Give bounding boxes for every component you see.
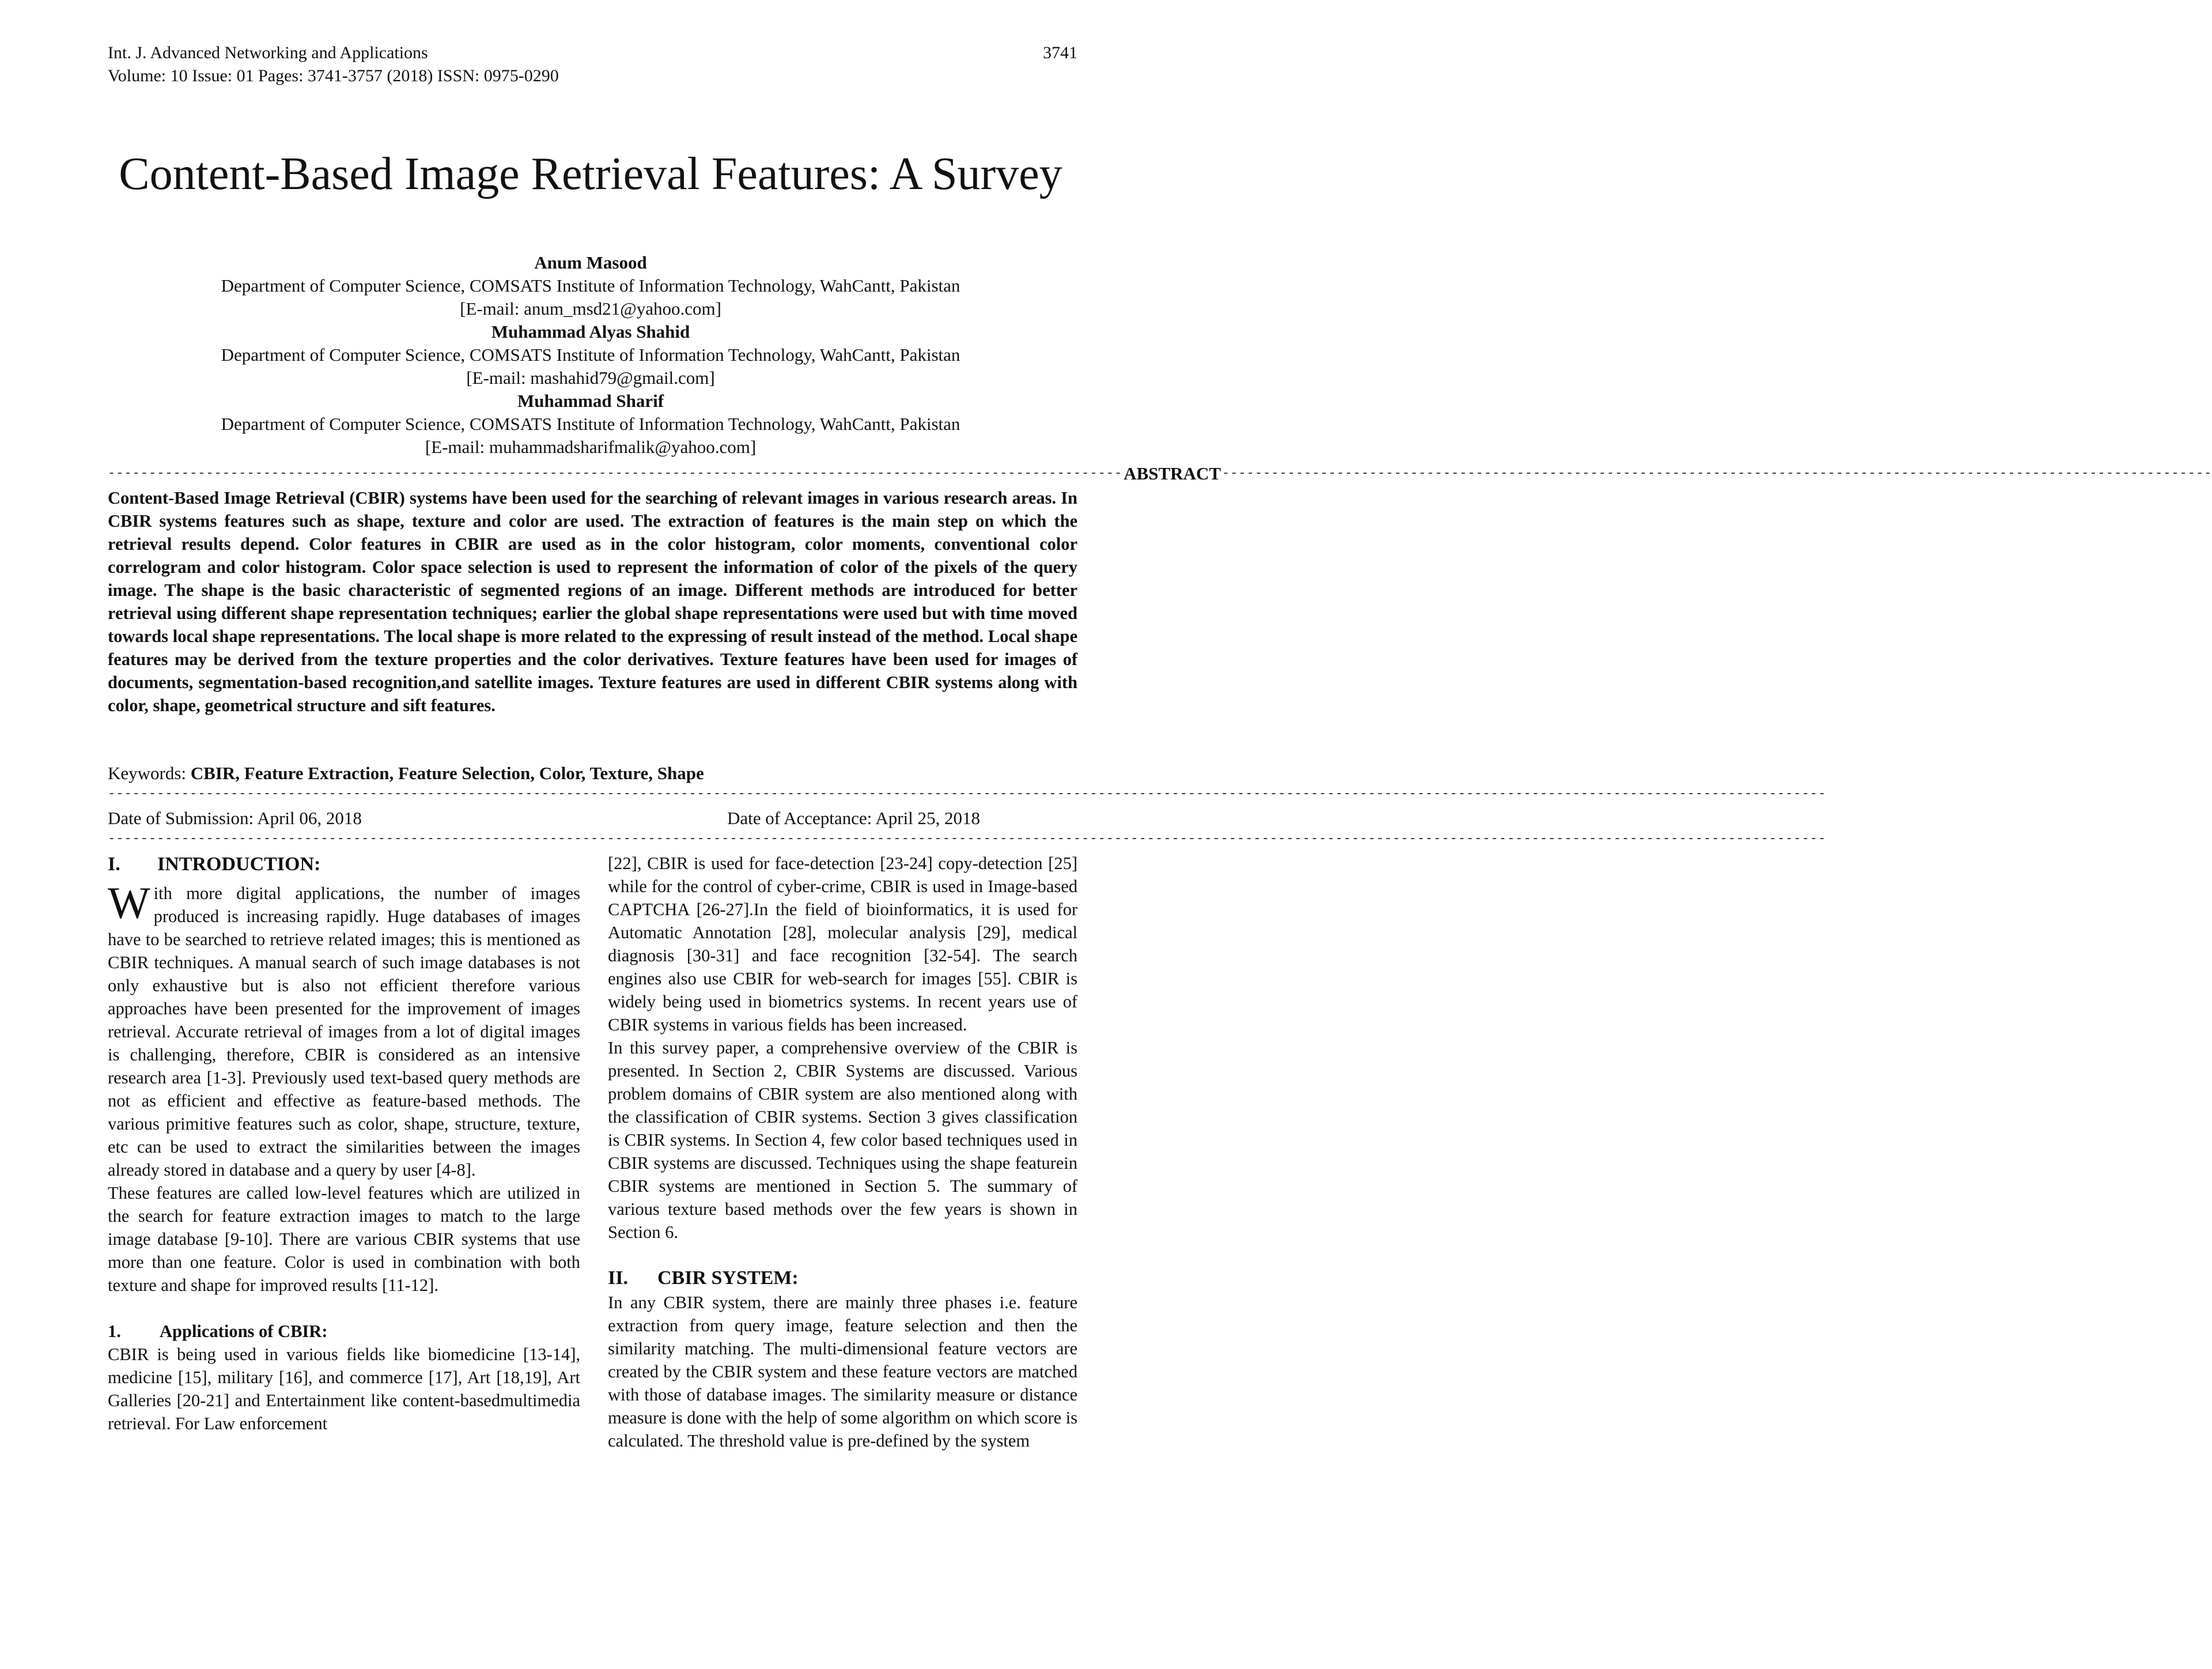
applications-paragraph-2: [22], CBIR is used for face-detection [23-24] copy-detection [25] while for the control of cyber-crime, CBIR is used in Image-based CAPTCHA [26-27].In the field of bioinformatics, it is used for Automatic Annotation [28], molecular analysis [29], medical diagnosis [30-31] and face recognition [32-54]. The search engines also use CBIR for web-search for images [55]. CBIR is widely being used in biometrics systems. In recent years use of CBIR systems in various fields has been increased. xyxy=(608,854,1077,1034)
abstract-heading: ABSTRACT xyxy=(1124,463,1221,484)
author-block xyxy=(86,251,1095,459)
page-number: 3741 xyxy=(1043,43,1077,62)
keywords-list: CBIR, Feature Extraction, Feature Selection, Color, Texture, Shape xyxy=(190,763,704,783)
intro-paragraph-1 xyxy=(108,878,580,1181)
author-name: Anum Masood xyxy=(534,252,647,273)
subsection-title: Applications of CBIR: xyxy=(160,1321,328,1341)
abstract-text: Content-Based Image Retrieval (CBIR) systems have been used for the searching of relevant images in various research areas. In CBIR systems features such as shape, texture and color are used. The extraction of features is the main step on which the retrieval results depend. Color features in CBIR are used as in the color histogram, color moments, conventional color correlogram and color histogram. Color space selection is used to represent the information of color of the pixels of the query image. The shape is the basic characteristic of segmented regions of an image. Different methods are introduced for better retrieval using different shape representation techniques; earlier the global shape representations were used but with time moved towards local shape representations. The local shape is more related to the expressing of result instead of the method. Local shape features may be derived from the texture properties and the color derivatives. Texture features have been used for images of documents, segmentation-based recognition,and satellite images. Texture features are used in different CBIR systems along with color, shape, geometrical structure and sift features. xyxy=(108,488,1077,715)
section-heading-cbir-system xyxy=(608,1266,1077,1291)
dash-rule: ------------------------------------------------------------------------------------------------------------------------------------------------------------------------------------------------------------------ xyxy=(108,787,1827,801)
author-email: [E-mail: anum_msd21@yahoo.com] xyxy=(460,299,721,319)
author-email: [E-mail: mashahid79@gmail.com] xyxy=(466,368,715,388)
author-affiliation: Department of Computer Science, COMSATS Institute of Information Technology, WahCantt, Pakistan xyxy=(221,345,961,365)
author-affiliation: Department of Computer Science, COMSATS Institute of Information Technology, WahCantt, Pakistan xyxy=(221,275,961,296)
author-name: Muhammad Sharif xyxy=(517,391,664,411)
intro-paragraph-1-text: ith more digital applications, the number of images produced is increasing rapidly. Huge databases of images have to be searched to retrieve related images; this is mentioned as CBIR techniques. A manual search of such image databases is not only exhaustive but is also not efficient therefore various approaches have been presented for the improvement of images retrieval. Accurate retrieval of images from a lot of digital images is challenging, therefore, CBIR is considered as an intensive research area [1-3]. Previously used text-based query methods are not as efficient and effective as feature-based methods. The various primitive features such as color, shape, structure, texture, etc can be used to extract the similarities between the images already stored in database and a query by user [4-8]. xyxy=(108,883,580,1180)
right-column xyxy=(608,852,1077,1452)
intro-paragraph-2: These features are called low-level features which are utilized in the search for feature extraction images to match to the large image database [9-10]. There are various CBIR systems that use more than one feature. Color is used in combination with both texture and shape for improved results [11-12]. xyxy=(108,1183,580,1295)
section-number: II. xyxy=(608,1267,628,1289)
dash-rule: ------------------------------------------------------------------------------------------------------------------------------------------------------------------------------------------------------------------ xyxy=(108,832,1827,846)
dash-rule: ------------------------------------------------------------------------------------------------------------------------- xyxy=(1222,466,2212,481)
author-email: [E-mail: muhammadsharifmalik@yahoo.com] xyxy=(425,437,757,457)
applications-paragraph-1: CBIR is being used in various fields like biomedicine [13-14], medicine [15], military [16], and commerce [17], Art [18,19], Art Galleries [20-21] and Entertainment like content-basedmultimedia retrieval. For Law enforcement xyxy=(108,1345,580,1433)
paper-title: Content-Based Image Retrieval Features: A Survey xyxy=(119,149,1062,199)
author-name: Muhammad Alyas Shahid xyxy=(491,322,690,342)
acceptance-date: Date of Acceptance: April 25, 2018 xyxy=(727,808,981,828)
keywords-label: Keywords: xyxy=(108,763,187,783)
abstract-rule xyxy=(108,462,2212,485)
applications-paragraph-3: In this survey paper, a comprehensive overview of the CBIR is presented. In Section 2, CBIR Systems are discussed. Various problem domains of CBIR system are also mentioned along with the classification of CBIR systems. Section 3 gives classification is CBIR systems. In Section 4, few color based techniques used in CBIR systems are discussed. Techniques using the shape featurein CBIR systems are mentioned in Section 5. The summary of various texture based methods over the few years is shown in Section 6. xyxy=(608,1038,1077,1242)
subsection-heading-applications xyxy=(108,1320,580,1343)
section-heading-introduction xyxy=(108,852,580,877)
subsection-number: 1. xyxy=(108,1321,121,1341)
submission-date: Date of Submission: April 06, 2018 xyxy=(108,808,362,828)
journal-name: Int. J. Advanced Networking and Applications xyxy=(108,43,428,62)
author-affiliation: Department of Computer Science, COMSATS Institute of Information Technology, WahCantt, Pakistan xyxy=(221,414,961,434)
drop-cap: W xyxy=(108,878,150,928)
section-number: I. xyxy=(108,854,120,875)
keywords xyxy=(108,762,704,785)
cbir-system-paragraph-1: In any CBIR system, there are mainly three phases i.e. feature extraction from query image, feature selection and then the similarity matching. The multi-dimensional feature vectors are created by the CBIR system and these feature vectors are matched with those of database images. The similarity measure or distance measure is done with the help of some algorithm on which score is calculated. The threshold value is pre-defined by the system xyxy=(608,1293,1077,1451)
section-title: CBIR SYSTEM: xyxy=(657,1267,799,1289)
journal-volume: Volume: 10 Issue: 01 Pages: 3741-3757 (2018) ISSN: 0975-0290 xyxy=(108,66,559,85)
dash-rule: ---------------------------------------------------------------------------------------------------------------------------- xyxy=(108,466,1123,481)
left-column xyxy=(108,852,580,1435)
section-title: INTRODUCTION: xyxy=(157,854,321,875)
